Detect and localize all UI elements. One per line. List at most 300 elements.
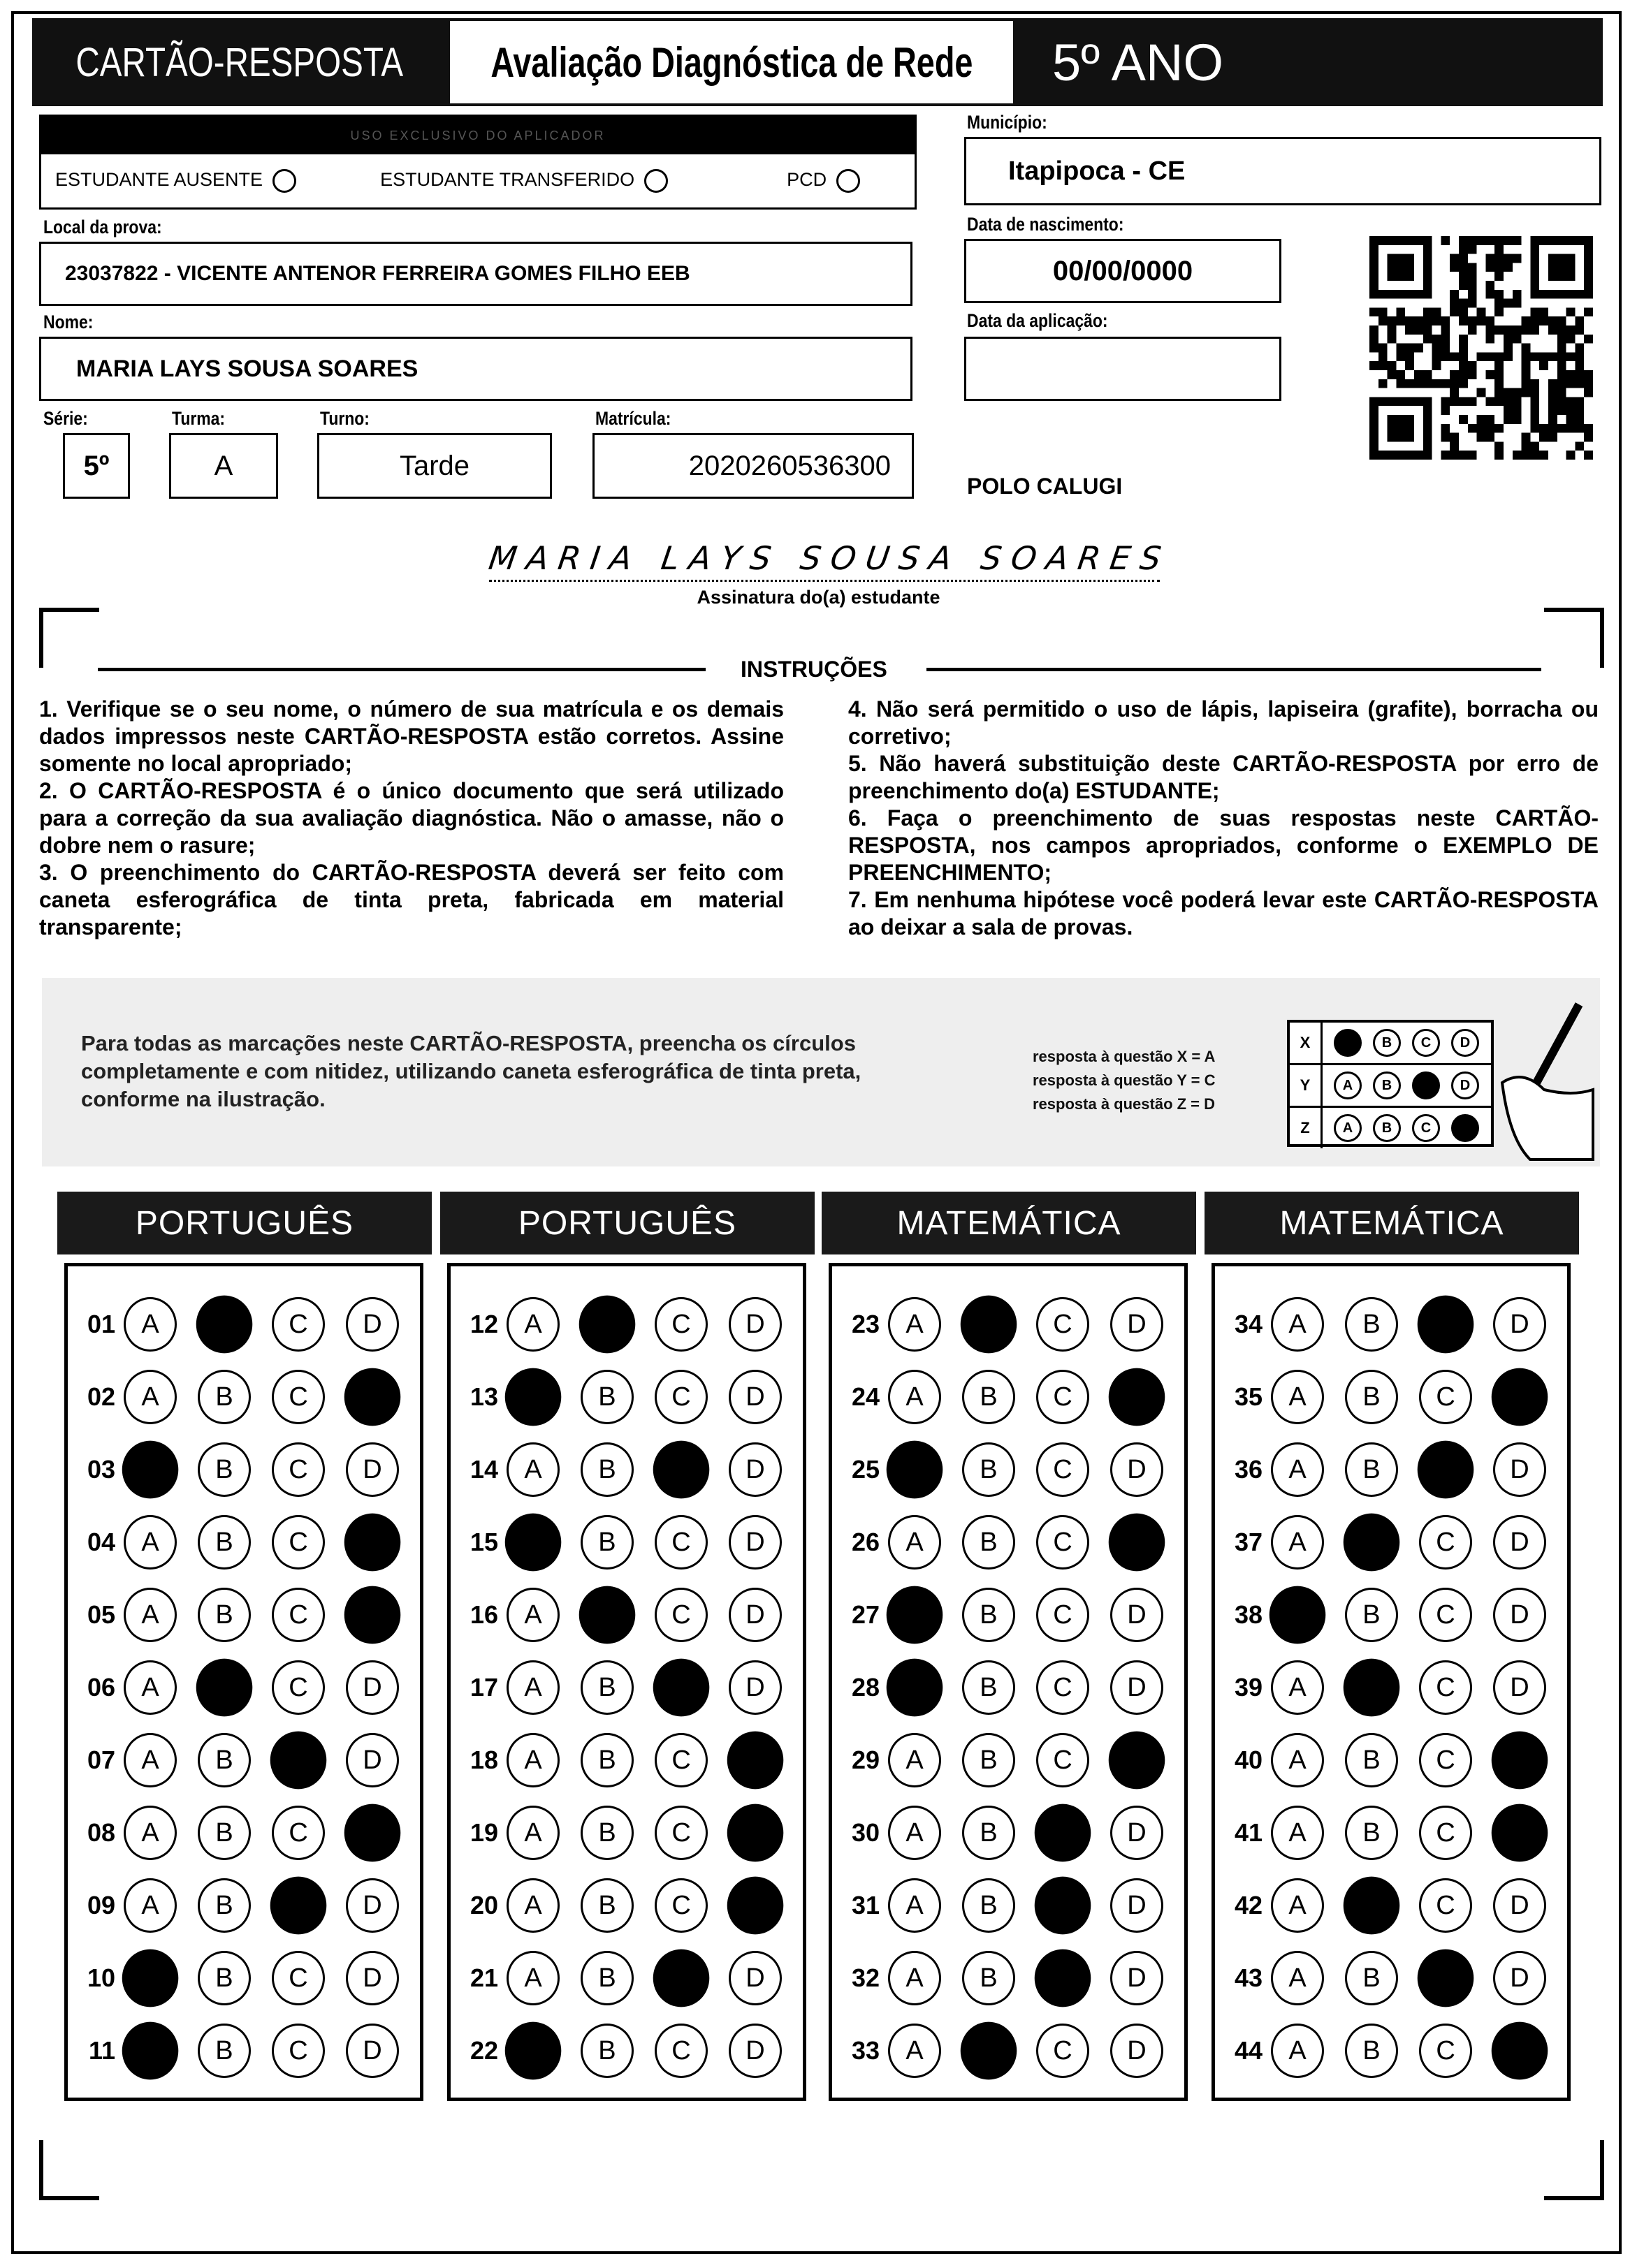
answer-bubble-a[interactable] <box>122 1949 178 2007</box>
question-row <box>68 1729 420 1792</box>
answer-bubble-a[interactable]: A <box>1271 1806 1324 1860</box>
applicator-box <box>39 115 917 210</box>
answer-bubble-a[interactable]: A <box>124 1588 177 1642</box>
answer-bubble-a[interactable]: A <box>888 1951 941 2005</box>
answer-bubble-c[interactable]: C <box>1419 1733 1472 1787</box>
answer-bubble-d[interactable] <box>344 1586 400 1644</box>
question-row <box>68 1438 420 1501</box>
absent-option[interactable]: ESTUDANTE AUSENTE <box>55 169 296 193</box>
answer-bubble-b[interactable]: B <box>1345 1442 1398 1497</box>
answer-bubble-a[interactable]: A <box>124 1806 177 1860</box>
section-title: PORTUGUÊS <box>440 1192 815 1254</box>
answer-bubble-c[interactable]: C <box>1036 1733 1089 1787</box>
question-row <box>832 1729 1184 1792</box>
answer-bubble-b[interactable]: B <box>962 1660 1015 1715</box>
answer-bubble-d[interactable]: D <box>1110 1951 1163 2005</box>
answer-bubble-c[interactable]: C <box>1036 1370 1089 1424</box>
answer-bubble-d[interactable]: D <box>346 1951 399 2005</box>
answer-bubble-d[interactable]: D <box>729 1370 782 1424</box>
answer-bubble-b[interactable]: B <box>198 1442 251 1497</box>
answer-bubble-a[interactable]: A <box>1271 1951 1324 2005</box>
answer-bubble-d[interactable]: D <box>1110 1806 1163 1860</box>
question-number: 05 <box>87 1600 116 1629</box>
answer-bubble-a[interactable] <box>122 2022 178 2080</box>
answer-bubble-a[interactable]: A <box>888 1297 941 1352</box>
instructions-title: INSTRUÇÕES <box>741 657 887 682</box>
answer-bubble-b[interactable]: B <box>198 1588 251 1642</box>
question-number: 25 <box>852 1455 880 1484</box>
answer-bubble-b[interactable]: B <box>198 1515 251 1570</box>
pcd-radio[interactable] <box>836 169 860 193</box>
answer-bubble-d[interactable]: D <box>729 1442 782 1497</box>
signature-label: Assinatura do(a) estudante <box>697 587 940 608</box>
answer-bubble-c[interactable]: C <box>272 1515 325 1570</box>
answer-bubble-d[interactable]: D <box>729 1588 782 1642</box>
answer-bubble-a[interactable]: A <box>124 1297 177 1352</box>
example-row <box>1290 1065 1491 1108</box>
answer-bubble-c[interactable]: C <box>655 2024 708 2078</box>
answer-bubble-c[interactable] <box>653 1659 709 1717</box>
question-row <box>832 1511 1184 1574</box>
question-number: 41 <box>1235 1818 1263 1847</box>
answer-bubble-b[interactable]: B <box>1345 1951 1398 2005</box>
example-bubble: B <box>1373 1029 1401 1057</box>
turno-label: Turno: <box>320 408 370 429</box>
answer-bubble-d[interactable] <box>1109 1514 1165 1572</box>
answer-bubble-b[interactable]: B <box>1345 1588 1398 1642</box>
answer-bubble-d[interactable]: D <box>1110 1878 1163 1933</box>
header-left <box>32 18 447 106</box>
answer-bubble-d[interactable]: D <box>346 1442 399 1497</box>
example-text: Para todas as marcações neste CARTÃO-RESPOSTA, preencha os círculos completamente e com nitidez, utilizando caneta esferográfica de tinta preta, conforme na ilustração. <box>81 1031 861 1111</box>
answer-bubble-b[interactable]: B <box>1345 1297 1398 1352</box>
example-bubble: B <box>1373 1071 1401 1099</box>
question-row <box>68 1874 420 1937</box>
answer-bubble-c[interactable]: C <box>272 1660 325 1715</box>
answer-bubble-b[interactable]: B <box>962 1442 1015 1497</box>
question-number: 23 <box>852 1310 880 1338</box>
qr-code <box>1369 236 1593 460</box>
answer-bubble-d[interactable]: D <box>1493 1588 1546 1642</box>
question-number: 35 <box>1235 1382 1263 1411</box>
question-number: 01 <box>87 1310 116 1338</box>
answer-bubble-c[interactable]: C <box>272 1297 325 1352</box>
answer-bubble-a[interactable]: A <box>888 2024 941 2078</box>
pcd-option[interactable]: PCD <box>787 169 860 193</box>
question-number: 18 <box>470 1746 499 1774</box>
answer-bubble-d[interactable] <box>727 1732 783 1790</box>
transferred-option[interactable]: ESTUDANTE TRANSFERIDO <box>380 169 668 193</box>
answer-bubble-d[interactable]: D <box>1110 1442 1163 1497</box>
answer-bubble-b[interactable]: B <box>1345 1806 1398 1860</box>
answer-bubble-a[interactable]: A <box>1271 2024 1324 2078</box>
answer-bubble-d[interactable]: D <box>1493 1297 1546 1352</box>
answer-bubble-c[interactable] <box>270 1877 326 1935</box>
header-right <box>1016 18 1603 106</box>
answer-column <box>829 1263 1188 2101</box>
answer-bubble-c[interactable]: C <box>272 1951 325 2005</box>
answer-bubble-c[interactable]: C <box>1036 1660 1089 1715</box>
answer-bubble-b[interactable] <box>961 1296 1017 1354</box>
example-bubble: D <box>1451 1071 1479 1099</box>
answer-bubble-c[interactable]: C <box>1419 1878 1472 1933</box>
question-row <box>832 1583 1184 1646</box>
question-number: 11 <box>89 2036 116 2065</box>
matricula-label: Matrícula: <box>595 408 671 429</box>
example-row-label: Z <box>1290 1108 1323 1148</box>
question-row <box>832 1438 1184 1501</box>
answer-bubble-b[interactable]: B <box>198 2024 251 2078</box>
answer-bubble-b[interactable]: B <box>581 2024 634 2078</box>
example-bubble: A <box>1334 1071 1362 1099</box>
answer-bubble-d[interactable] <box>344 1804 400 1862</box>
question-row <box>68 1366 420 1428</box>
answer-bubble-b[interactable]: B <box>1345 1733 1398 1787</box>
question-row <box>451 1947 803 2010</box>
instructions-right: 4. Não será permitido o uso de lápis, lapiseira (grafite), borracha ou corretivo; 5. Não haverá substituição deste CARTÃO-RESPOSTA por erro de preenchimento do(a) ESTUDANTE; 6. Faça o preenchimento de suas respostas neste CARTÃO-RESPOSTA, nos campos apropriados, conforme o EXEMPLO DE PREENCHIMENTO; 7. Em nenhuma hipótese você poderá levar este CARTÃO-RESPOSTA ao deixar a sala de provas. <box>848 696 1599 939</box>
question-number: 09 <box>87 1891 116 1919</box>
answer-bubble-c[interactable]: C <box>272 1806 325 1860</box>
answer-bubble-a[interactable]: A <box>1271 1442 1324 1497</box>
answer-bubble-a[interactable]: A <box>124 1733 177 1787</box>
answer-bubble-b[interactable]: B <box>198 1370 251 1424</box>
example-bubble: C <box>1412 1029 1440 1057</box>
answer-bubble-b[interactable] <box>579 1586 635 1644</box>
section-title: MATEMÁTICA <box>822 1192 1196 1254</box>
question-row <box>1215 1656 1567 1719</box>
answer-bubble-b[interactable]: B <box>962 1515 1015 1570</box>
answer-bubble-a[interactable] <box>505 1514 561 1572</box>
answer-bubble-c[interactable]: C <box>655 1297 708 1352</box>
question-number: 37 <box>1235 1528 1263 1556</box>
question-number: 08 <box>87 1818 116 1847</box>
matricula-field: 2020260536300 <box>592 433 914 499</box>
answer-bubble-b[interactable]: B <box>962 1370 1015 1424</box>
instructions-rule-left <box>98 668 706 671</box>
answer-bubble-c[interactable] <box>1418 1296 1474 1354</box>
answer-bubble-a[interactable] <box>887 1441 943 1499</box>
answer-bubble-a[interactable] <box>887 1586 943 1644</box>
answer-bubble-c[interactable]: C <box>655 1806 708 1860</box>
question-row <box>832 1947 1184 2010</box>
example-grid <box>1287 1020 1494 1147</box>
question-row <box>451 1583 803 1646</box>
answer-bubble-b[interactable]: B <box>198 1733 251 1787</box>
answer-bubble-d[interactable] <box>344 1514 400 1572</box>
answer-bubble-b[interactable] <box>1344 1659 1399 1717</box>
answer-bubble-d[interactable] <box>1492 2022 1548 2080</box>
municipio-field: Itapipoca - CE <box>964 137 1601 205</box>
answer-bubble-a[interactable]: A <box>507 1733 560 1787</box>
section-title: PORTUGUÊS <box>57 1192 432 1254</box>
answer-bubble-c[interactable] <box>1035 1949 1091 2007</box>
answer-bubble-c[interactable] <box>1035 1804 1091 1862</box>
answer-bubble-a[interactable]: A <box>1271 1733 1324 1787</box>
answer-bubble-b[interactable]: B <box>581 1806 634 1860</box>
answer-column <box>447 1263 806 2101</box>
answer-bubble-d[interactable]: D <box>1493 1442 1546 1497</box>
answer-bubble-d[interactable]: D <box>346 2024 399 2078</box>
answer-bubble-c[interactable] <box>1418 1949 1474 2007</box>
answer-bubble-b[interactable] <box>579 1296 635 1354</box>
answer-bubble-c[interactable]: C <box>1036 2024 1089 2078</box>
answer-bubble-b[interactable]: B <box>581 1515 634 1570</box>
answer-bubble-c[interactable]: C <box>1419 1588 1472 1642</box>
local-label: Local da prova: <box>43 217 162 237</box>
question-number: 38 <box>1235 1600 1263 1629</box>
answer-bubble-a[interactable]: A <box>507 1442 560 1497</box>
answer-bubble-b[interactable]: B <box>1345 2024 1398 2078</box>
answer-bubble-c[interactable]: C <box>655 1370 708 1424</box>
question-row <box>832 2019 1184 2082</box>
answer-bubble-a[interactable]: A <box>124 1660 177 1715</box>
question-number: 04 <box>87 1528 116 1556</box>
answer-bubble-d[interactable]: D <box>1493 1951 1546 2005</box>
answer-bubble-d[interactable]: D <box>346 1878 399 1933</box>
answer-bubble-c[interactable]: C <box>655 1515 708 1570</box>
answer-bubble-d[interactable] <box>727 1804 783 1862</box>
question-number: 22 <box>470 2036 499 2065</box>
answer-bubble-a[interactable]: A <box>1271 1370 1324 1424</box>
question-row <box>451 1801 803 1864</box>
answer-bubble-d[interactable]: D <box>729 1660 782 1715</box>
question-number: 34 <box>1235 1310 1263 1338</box>
answer-bubble-b[interactable]: B <box>581 1951 634 2005</box>
answer-bubble-a[interactable]: A <box>507 1660 560 1715</box>
answer-bubble-c[interactable]: C <box>1419 1660 1472 1715</box>
absent-radio[interactable] <box>272 169 296 193</box>
answer-bubble-a[interactable]: A <box>507 1297 560 1352</box>
pen-hand-illustration <box>1474 999 1600 1166</box>
answer-bubble-c[interactable]: C <box>655 1733 708 1787</box>
answer-bubble-b[interactable]: B <box>198 1951 251 2005</box>
answer-bubble-d[interactable] <box>344 1368 400 1426</box>
answer-bubble-a[interactable]: A <box>507 1588 560 1642</box>
question-row <box>451 1366 803 1428</box>
answer-bubble-a[interactable]: A <box>1271 1660 1324 1715</box>
question-row <box>1215 2019 1567 2082</box>
answer-bubble-a[interactable]: A <box>1271 1878 1324 1933</box>
answer-bubble-b[interactable]: B <box>581 1442 634 1497</box>
answer-bubble-d[interactable] <box>1109 1368 1165 1426</box>
turno-field: Tarde <box>317 433 552 499</box>
turma-label: Turma: <box>172 408 226 429</box>
answer-bubble-a[interactable] <box>505 2022 561 2080</box>
answer-bubble-a[interactable]: A <box>124 1370 177 1424</box>
answer-bubble-a[interactable]: A <box>124 1515 177 1570</box>
name-label: Nome: <box>43 312 94 332</box>
example-row-label: X <box>1290 1023 1323 1063</box>
answer-bubble-c[interactable]: C <box>1419 1806 1472 1860</box>
answer-bubble-c[interactable] <box>653 1441 709 1499</box>
section-title: MATEMÁTICA <box>1205 1192 1579 1254</box>
answer-bubble-d[interactable]: D <box>346 1733 399 1787</box>
question-number: 43 <box>1235 1963 1263 1992</box>
answer-bubble-b[interactable]: B <box>962 1588 1015 1642</box>
corner-mark-bottom-right <box>1544 2140 1604 2200</box>
answer-bubble-d[interactable]: D <box>729 2024 782 2078</box>
question-row <box>1215 1729 1567 1792</box>
question-number: 17 <box>470 1673 499 1702</box>
answer-bubble-c[interactable]: C <box>1036 1297 1089 1352</box>
answer-bubble-a[interactable] <box>505 1368 561 1426</box>
answer-bubble-c[interactable]: C <box>1419 1515 1472 1570</box>
question-row <box>1215 1947 1567 2010</box>
question-number: 13 <box>470 1382 499 1411</box>
answer-bubble-c[interactable]: C <box>1036 1588 1089 1642</box>
answer-bubble-c[interactable]: C <box>655 1588 708 1642</box>
answer-bubble-c[interactable] <box>270 1732 326 1790</box>
answer-bubble-b[interactable] <box>1344 1514 1399 1572</box>
answer-bubble-a[interactable]: A <box>888 1515 941 1570</box>
application-date-label: Data da aplicação: <box>967 310 1108 331</box>
polo-label: POLO CALUGI <box>967 474 1123 499</box>
answer-bubble-c[interactable] <box>1418 1441 1474 1499</box>
answer-bubble-a[interactable]: A <box>124 1878 177 1933</box>
answer-bubble-b[interactable]: B <box>198 1806 251 1860</box>
serie-label: Série: <box>43 408 88 429</box>
example-bubble: B <box>1373 1114 1401 1142</box>
answer-bubble-a[interactable]: A <box>888 1370 941 1424</box>
answer-bubble-b[interactable]: B <box>962 1733 1015 1787</box>
answer-bubble-d[interactable] <box>1109 1732 1165 1790</box>
answer-bubble-a[interactable]: A <box>507 1951 560 2005</box>
answer-bubble-d[interactable] <box>727 1877 783 1935</box>
example-bubble <box>1334 1029 1362 1057</box>
answer-bubble-d[interactable]: D <box>729 1297 782 1352</box>
answer-bubble-b[interactable]: B <box>962 1806 1015 1860</box>
question-number: 15 <box>470 1528 499 1556</box>
answer-bubble-b[interactable] <box>961 2022 1017 2080</box>
answer-bubble-a[interactable]: A <box>507 1806 560 1860</box>
answer-bubble-d[interactable]: D <box>346 1660 399 1715</box>
question-number: 10 <box>87 1963 116 1992</box>
answer-bubble-a[interactable]: A <box>888 1733 941 1787</box>
question-number: 27 <box>852 1600 880 1629</box>
application-date-field <box>964 337 1281 401</box>
question-row <box>1215 1583 1567 1646</box>
instructions-rule-right <box>926 668 1541 671</box>
answer-bubble-c[interactable]: C <box>272 1370 325 1424</box>
answer-bubble-c[interactable]: C <box>1419 2024 1472 2078</box>
question-row <box>68 1656 420 1719</box>
answer-bubble-c[interactable]: C <box>272 1442 325 1497</box>
answer-bubble-d[interactable]: D <box>729 1515 782 1570</box>
answer-bubble-c[interactable] <box>653 1949 709 2007</box>
question-number: 44 <box>1235 2036 1263 2065</box>
answer-bubble-c[interactable]: C <box>655 1878 708 1933</box>
instructions-left: 1. Verifique se o seu nome, o número de sua matrícula e os demais dados impressos neste CARTÃO-RESPOSTA estão corretos. Assine somente no local apropriado; 2. O CARTÃO-RESPOSTA é o único documento que será utilizado para a correção da sua avaliação diagnóstica. Não o amasse, não o dobre nem o rasure; 3. O preenchimento do CARTÃO-RESPOSTA deverá ser feito com caneta esferográfica de tinta preta, fabricada em material transparente; <box>39 696 784 939</box>
question-number: 14 <box>470 1455 499 1484</box>
question-row <box>832 1656 1184 1719</box>
question-number: 29 <box>852 1746 880 1774</box>
answer-bubble-b[interactable] <box>1344 1877 1399 1935</box>
question-number: 19 <box>470 1818 499 1847</box>
answer-bubble-a[interactable]: A <box>888 1878 941 1933</box>
answer-bubble-d[interactable] <box>1492 1368 1548 1426</box>
answer-bubble-c[interactable] <box>1035 1877 1091 1935</box>
header-center <box>447 18 1016 106</box>
question-row <box>451 1874 803 1937</box>
transferred-radio[interactable] <box>644 169 668 193</box>
answer-column <box>64 1263 423 2101</box>
answer-bubble-c[interactable]: C <box>272 2024 325 2078</box>
answer-bubble-b[interactable]: B <box>581 1370 634 1424</box>
answer-bubble-d[interactable] <box>1492 1804 1548 1862</box>
signature-line <box>489 580 1160 582</box>
answer-bubble-a[interactable] <box>887 1659 943 1717</box>
answer-bubble-d[interactable]: D <box>346 1297 399 1352</box>
answer-bubble-a[interactable]: A <box>507 1878 560 1933</box>
answer-bubble-d[interactable]: D <box>1493 1660 1546 1715</box>
corner-mark-top-left <box>39 608 99 668</box>
example-bubble: C <box>1412 1114 1440 1142</box>
answer-bubble-a[interactable]: A <box>888 1806 941 1860</box>
example-bubble: D <box>1451 1029 1479 1057</box>
answer-bubble-c[interactable]: C <box>1419 1370 1472 1424</box>
answer-bubble-a[interactable] <box>1269 1586 1325 1644</box>
question-number: 39 <box>1235 1673 1263 1702</box>
answer-bubble-b[interactable]: B <box>1345 1370 1398 1424</box>
question-number: 16 <box>470 1600 499 1629</box>
question-row <box>451 1293 803 1356</box>
answer-bubble-c[interactable]: C <box>1036 1442 1089 1497</box>
answer-bubble-b[interactable]: B <box>962 1878 1015 1933</box>
question-number: 07 <box>87 1746 116 1774</box>
answer-bubble-c[interactable]: C <box>1036 1515 1089 1570</box>
question-row <box>68 1801 420 1864</box>
turma-field: A <box>169 433 278 499</box>
question-row <box>1215 1293 1567 1356</box>
question-number: 20 <box>470 1891 499 1919</box>
example-bubble <box>1412 1071 1440 1099</box>
question-row <box>451 1511 803 1574</box>
answer-bubble-d[interactable] <box>1492 1732 1548 1790</box>
answer-bubble-a[interactable]: A <box>1271 1515 1324 1570</box>
answer-bubble-d[interactable]: D <box>1110 1297 1163 1352</box>
answer-bubble-d[interactable]: D <box>1493 1515 1546 1570</box>
answer-bubble-b[interactable] <box>196 1659 252 1717</box>
answer-bubble-d[interactable]: D <box>1110 1588 1163 1642</box>
question-row <box>832 1874 1184 1937</box>
answer-bubble-d[interactable]: D <box>1493 1878 1546 1933</box>
answer-bubble-d[interactable]: D <box>1110 2024 1163 2078</box>
answer-bubble-a[interactable]: A <box>1271 1297 1324 1352</box>
question-row <box>451 1656 803 1719</box>
question-row <box>1215 1801 1567 1864</box>
signature: MARIA LAYS SOUSA SOARES <box>486 539 1174 577</box>
answer-bubble-a[interactable] <box>122 1441 178 1499</box>
answer-bubble-b[interactable]: B <box>198 1878 251 1933</box>
answer-bubble-b[interactable]: B <box>581 1878 634 1933</box>
example-row <box>1290 1023 1491 1065</box>
birth-label: Data de nascimento: <box>967 214 1124 235</box>
answer-bubble-b[interactable] <box>196 1296 252 1354</box>
answer-bubble-d[interactable]: D <box>729 1951 782 2005</box>
answer-bubble-c[interactable]: C <box>272 1588 325 1642</box>
applicator-bar: USO EXCLUSIVO DO APLICADOR <box>41 117 915 154</box>
answer-bubble-b[interactable]: B <box>581 1660 634 1715</box>
question-number: 21 <box>470 1963 499 1992</box>
question-row <box>832 1293 1184 1356</box>
question-number: 06 <box>87 1673 116 1702</box>
answer-bubble-b[interactable]: B <box>962 1951 1015 2005</box>
question-number: 42 <box>1235 1891 1263 1919</box>
answer-bubble-d[interactable]: D <box>1110 1660 1163 1715</box>
exam-title: Avaliação Diagnóstica de Rede <box>490 38 973 86</box>
answer-bubble-b[interactable]: B <box>581 1733 634 1787</box>
local-field: 23037822 - VICENTE ANTENOR FERREIRA GOMES FILHO EEB <box>39 242 912 306</box>
